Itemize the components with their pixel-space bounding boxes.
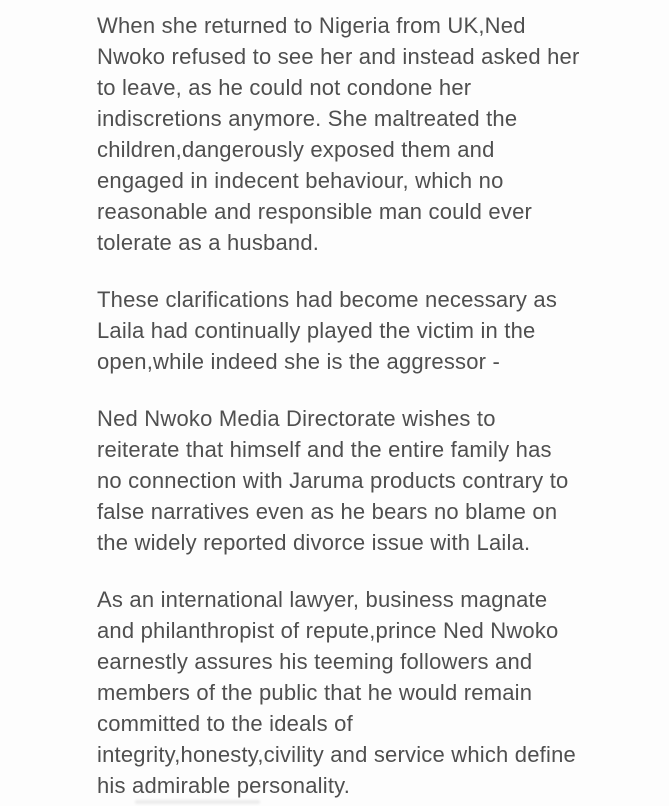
statement-paragraph-4: As an international lawyer, business magnate and philanthropist of repute,prince Ned Nwoko earnestly assures his teeming followers and members of the public that he would remain committed to the ideals of integrity,honesty,civility and service which define his admirable personality.: [97, 587, 576, 798]
cropped-text-artifact: [135, 800, 260, 804]
statement-paragraph-1: When she returned to Nigeria from UK,Ned Nwoko refused to see her and instead asked her to leave, as he could not condone her indiscretions anymore. She maltreated the children,dangerously exposed them and engaged in indecent behaviour, which no reasonable and responsible man could ever tolerate as a husband.: [97, 13, 580, 255]
statement-paragraph-2: These clarifications had become necessary as Laila had continually played the victim in the open,while indeed she is the aggressor -: [97, 287, 558, 374]
statement-paragraph-3: Ned Nwoko Media Directorate wishes to reiterate that himself and the entire family has no connection with Jaruma products contrary to false narratives even as he bears no blame on the widely reported divorce issue with Laila.: [97, 406, 569, 555]
